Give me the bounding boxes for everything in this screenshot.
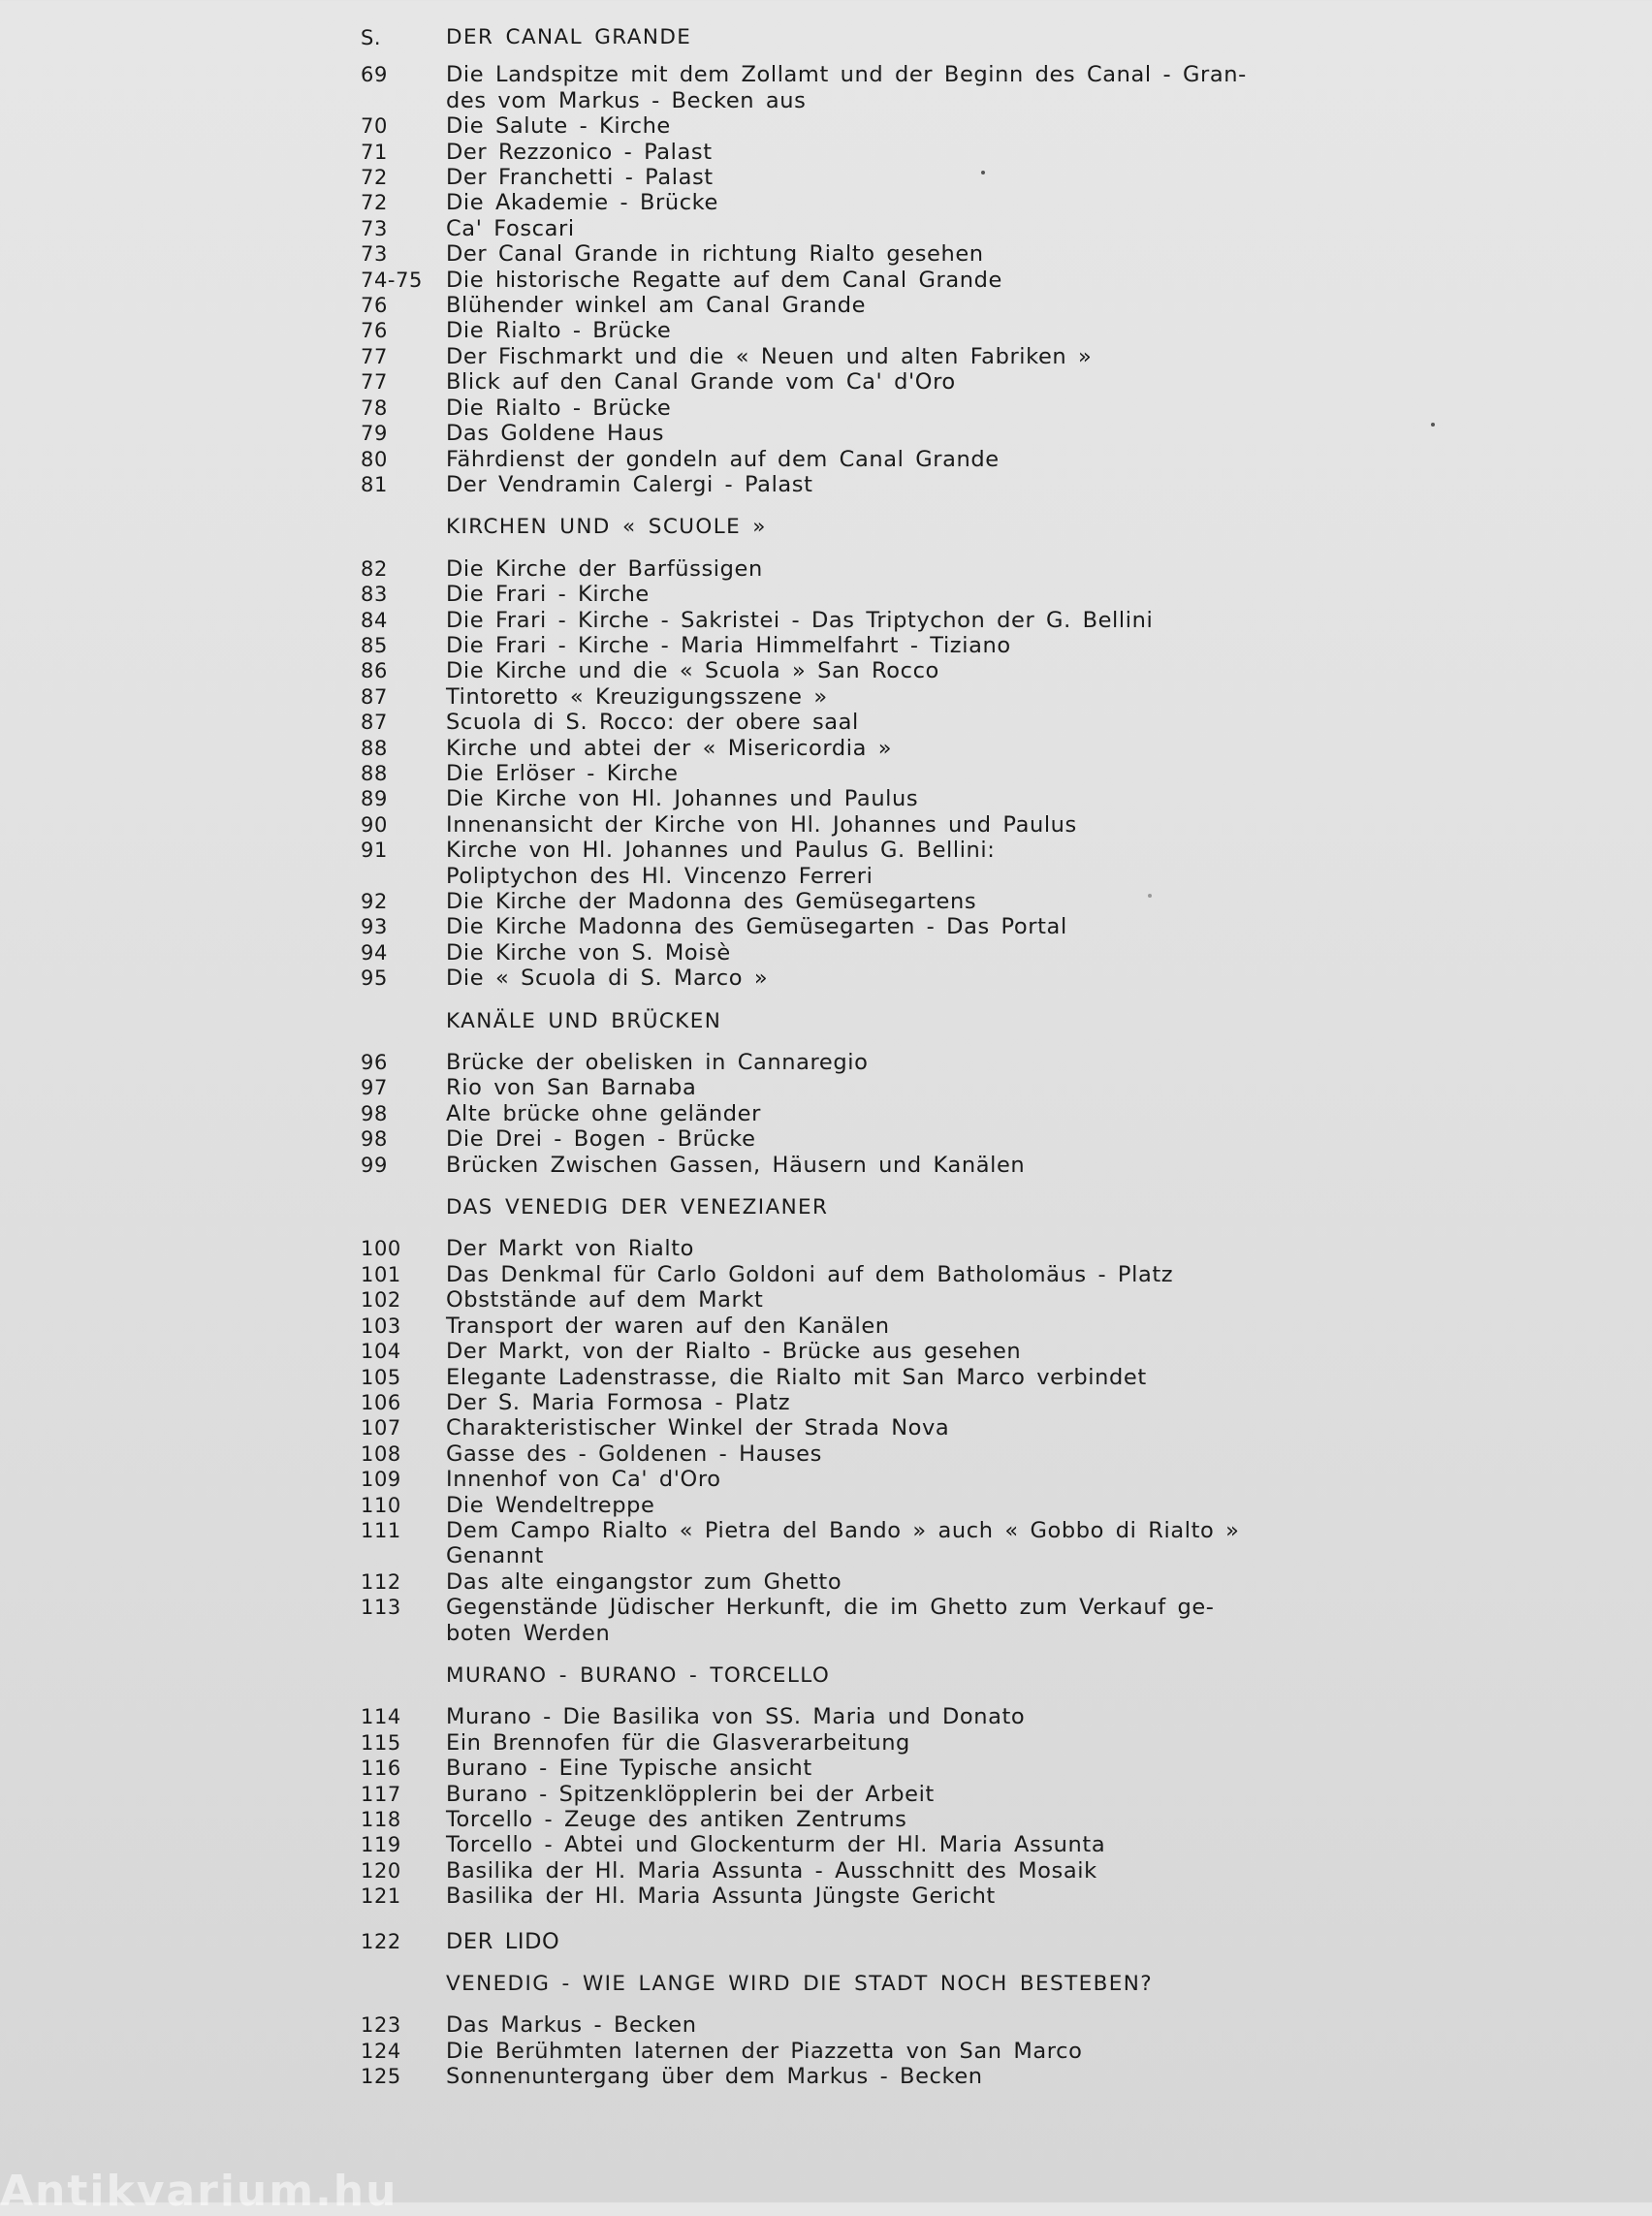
index-entry (361, 889, 1262, 914)
index-entry-text: Das Goldene Haus (446, 421, 665, 447)
index-entry-text: Alte brücke ohne geländer (446, 1100, 761, 1126)
index-entry-text: Brücken Zwischen Gassen, Häusern und Kanälen (446, 1152, 1026, 1178)
index-entry-text: Innenhof von Ca' d'Oro (446, 1467, 721, 1493)
index-entry-number: 101 (361, 1262, 401, 1286)
index-entry (361, 1262, 1262, 1287)
index-entry-number: 116 (361, 1757, 401, 1781)
index-entry (361, 1415, 1262, 1440)
index-entry-text: Das alte eingangstor zum Ghetto (446, 1568, 842, 1595)
index-entry-text: Die Kirche der Madonna des Gemüsegartens (446, 889, 977, 914)
index-entry-number: 123 (361, 2013, 401, 2038)
index-entry-text: Fährdienst der gondeln auf dem Canal Grande (446, 446, 1000, 472)
lido-entry-number: 122 (361, 1929, 401, 1953)
index-entry-text: Der Markt von Rialto (446, 1236, 695, 1262)
index-entry-number: 105 (361, 1365, 401, 1389)
index-entry-number: 76 (361, 294, 388, 318)
index-entry-number: 78 (361, 396, 388, 420)
index-entry (361, 344, 1262, 369)
index-entry-text: Die Frari - Kirche - Maria Himmelfahrt - Tiziano (446, 632, 1011, 658)
section-heading (361, 515, 1262, 540)
section-heading (361, 1663, 1262, 1689)
index-entry (361, 1314, 1262, 1339)
index-entry (361, 786, 1262, 811)
paper-speck (1148, 894, 1152, 898)
paper-speck (1431, 423, 1435, 427)
index-entry (361, 1782, 1262, 1807)
index-entry (361, 369, 1262, 395)
index-entry-number: 112 (361, 1569, 401, 1594)
index-entry-text: Das Denkmal für Carlo Goldoni auf dem Batholomäus - Platz (446, 1261, 1174, 1287)
index-entry (361, 1075, 1262, 1100)
index-entry-text: Brücke der obelisken in Cannaregio (446, 1050, 869, 1076)
index-entry-number: 69 (361, 63, 388, 87)
section-heading-text: DAS VENEDIG DER VENEZIANER (446, 1195, 829, 1220)
index-entry-text: Blick auf den Canal Grande vom Ca' d'Oro (446, 369, 956, 396)
index-entry (361, 1493, 1262, 1518)
section-heading-text: KIRCHEN UND « SCUOLE » (446, 515, 767, 540)
index-entry (361, 190, 1262, 215)
index-entry-text: Die Berühmten laternen der Piazzetta von San Marco (446, 2038, 1083, 2064)
index-entry-text: Die Kirche Madonna des Gemüsegarten - Das Portal (446, 914, 1067, 940)
index-entry-number: 73 (361, 216, 388, 240)
index-entry-text: Der Franchetti - Palast (446, 165, 714, 191)
index-entry-text: Obststände auf dem Markt (446, 1287, 764, 1314)
paper-speck (981, 171, 985, 174)
index-entry-number: 79 (361, 422, 388, 446)
index-entry-number: 110 (361, 1493, 401, 1517)
index-entry-text: Blühender winkel am Canal Grande (446, 293, 867, 319)
index-entry (361, 113, 1262, 139)
index-entry-text: Gegenstände Jüdischer Herkunft, die im Ghetto zum Verkauf ge- boten Werden (446, 1595, 1215, 1646)
index-entry (361, 318, 1262, 343)
index-entry-text: Elegante Ladenstrasse, die Rialto mit San Marco verbindet (446, 1364, 1147, 1390)
index-entry (361, 582, 1262, 607)
index-entry (361, 1236, 1262, 1261)
index-entry (361, 914, 1262, 939)
index-entry-number: 72 (361, 166, 388, 190)
index-entry-text: Die Kirche von S. Moisè (446, 939, 731, 966)
index-entry-number: 80 (361, 447, 388, 471)
index-entry-text: Die Wendeltreppe (446, 1492, 655, 1518)
index-entry (361, 2039, 1262, 2064)
index-entry-text: Gasse des - Goldenen - Hauses (446, 1440, 822, 1467)
index-entry (361, 556, 1262, 582)
index-entry (361, 241, 1262, 267)
lido-entry-text: DER LIDO (446, 1928, 560, 1954)
section-heading (361, 1972, 1262, 1997)
index-entry (361, 1807, 1262, 1832)
index-entry (361, 2012, 1262, 2038)
index-entry-number: 83 (361, 583, 388, 607)
index-entry-number: 98 (361, 1101, 388, 1125)
index-entry-number: 85 (361, 633, 388, 657)
index-entry-text: Dem Campo Rialto « Pietra del Bando » auch « Gobbo di Rialto » Genannt (446, 1517, 1240, 1569)
index-entry-number: 115 (361, 1730, 401, 1755)
index-entry-number: 92 (361, 890, 388, 913)
index-entry-number: 74-75 (361, 268, 424, 292)
index-entry (361, 1884, 1262, 1909)
index-entry (361, 684, 1262, 710)
index-entry-number: 77 (361, 344, 388, 368)
section-heading-text: MURANO - BURANO - TORCELLO (446, 1662, 831, 1688)
index-entry-number: 82 (361, 556, 388, 581)
index-entry (361, 1569, 1262, 1595)
index-entry (361, 140, 1262, 165)
index-entry (361, 1287, 1262, 1313)
index-entry-number: 86 (361, 659, 388, 683)
index-entry-number: 120 (361, 1858, 401, 1883)
index-entry (361, 1467, 1262, 1492)
index-entry-number: 77 (361, 370, 388, 395)
index-entry-text: Murano - Die Basilika von SS. Maria und Donato (446, 1704, 1026, 1730)
index-entry-number: 70 (361, 114, 388, 139)
index-entry (361, 1390, 1262, 1415)
index-entry-number: 98 (361, 1127, 388, 1152)
index-entry-number: 107 (361, 1416, 401, 1440)
index-entry-number: 113 (361, 1596, 401, 1620)
index-entry (361, 2064, 1262, 2089)
index-entry-number: 93 (361, 915, 388, 939)
index-entry-number: 87 (361, 711, 388, 735)
index-entry (361, 1441, 1262, 1467)
index-entry (361, 1153, 1262, 1178)
index-entry-text: Sonnenuntergang über dem Markus - Becken (446, 2064, 983, 2090)
index-entry (361, 1365, 1262, 1390)
index-entry-number: 89 (361, 787, 388, 811)
index-entry-number: 81 (361, 472, 388, 496)
index-entry-number: 108 (361, 1441, 401, 1466)
index-entry-text: Die Kirche der Barfüssigen (446, 555, 763, 582)
index-entry-number: 119 (361, 1833, 401, 1857)
index-entry-text: Die Drei - Bogen - Brücke (446, 1126, 756, 1153)
index-entry-text: Die historische Regatte auf dem Canal Grande (446, 267, 1002, 293)
index-entry (361, 396, 1262, 421)
section-heading (361, 1009, 1262, 1034)
index-entry-text: Die Akademie - Brücke (446, 190, 718, 216)
index-entry-number: 72 (361, 191, 388, 215)
index-entry-number: 106 (361, 1390, 401, 1414)
index-entry-text: Scuola di S. Rocco: der obere saal (446, 710, 859, 736)
index-entry-number: 91 (361, 839, 388, 863)
index-entry-text: Die Landspitze mit dem Zollamt und der Beginn des Canal - Gran- des vom Markus - Becken aus (446, 62, 1247, 113)
index-entry-text: Die Salute - Kirche (446, 113, 671, 140)
index-entry-number: 88 (361, 761, 388, 785)
index-entry (361, 812, 1262, 838)
index-entry-text: Die Frari - Kirche - Sakristei - Das Triptychon der G. Bellini (446, 607, 1154, 633)
index-entry (361, 1518, 1262, 1569)
index-entry (361, 1101, 1262, 1126)
index-entry-text: Die Erlöser - Kirche (446, 760, 679, 786)
section-heading-text: VENEDIG - WIE LANGE WIRD DIE STADT NOCH BESTEBEN? (446, 1972, 1154, 1997)
illustration-index (361, 25, 1262, 2090)
index-entry (361, 710, 1262, 735)
index-entry-text: Transport der waren auf den Kanälen (446, 1313, 890, 1339)
index-entry-number: 94 (361, 940, 388, 965)
index-entry-number: 84 (361, 608, 388, 632)
index-entry-number: 102 (361, 1288, 401, 1313)
index-entry-text: Torcello - Abtei und Glockenturm der Hl. Maria Assunta (446, 1832, 1106, 1858)
index-entry-text: Kirche und abtei der « Misericordia » (446, 735, 893, 761)
index-entry-number: 76 (361, 319, 388, 343)
index-entry (361, 1704, 1262, 1729)
index-entry-text: Die Rialto - Brücke (446, 395, 672, 421)
index-entry-number: 90 (361, 812, 388, 837)
index-entry-number: 103 (361, 1314, 401, 1338)
index-entry-text: Charakteristischer Winkel der Strada Nova (446, 1415, 950, 1441)
index-entry-text: Die Frari - Kirche (446, 582, 650, 608)
index-entry-number: 118 (361, 1808, 401, 1831)
section-heading-number: S. (361, 26, 382, 49)
index-entry-text: Der Vendramin Calergi - Palast (446, 471, 813, 497)
index-entry-number: 104 (361, 1340, 401, 1364)
index-entry-number: 88 (361, 736, 388, 760)
index-entry-number: 125 (361, 2065, 401, 2089)
index-entry (361, 293, 1262, 318)
lido-entry (361, 1929, 1262, 1954)
index-entry (361, 658, 1262, 683)
index-entry-number: 97 (361, 1076, 388, 1100)
index-entry-text: Rio von San Barnaba (446, 1075, 697, 1101)
index-entry-text: Basilika der Hl. Maria Assunta Jüngste Gericht (446, 1884, 996, 1910)
index-entry-number: 73 (361, 242, 388, 267)
index-entry-text: Der S. Maria Formosa - Platz (446, 1389, 791, 1415)
index-entry-number: 96 (361, 1051, 388, 1075)
index-entry (361, 1050, 1262, 1075)
index-entry-text: Kirche von Hl. Johannes und Paulus G. Bellini: Poliptychon des Hl. Vincenzo Ferreri (446, 838, 996, 889)
index-entry-text: Das Markus - Becken (446, 2012, 697, 2039)
section-heading (361, 1195, 1262, 1220)
index-entry (361, 1595, 1262, 1646)
index-entry (361, 940, 1262, 966)
index-entry-text: Der Canal Grande in richtung Rialto gesehen (446, 241, 984, 268)
section-heading-text: KANÄLE UND BRÜCKEN (446, 1008, 722, 1033)
index-entry-number: 99 (361, 1153, 388, 1177)
index-entry (361, 421, 1262, 446)
index-entry-text: Ca' Foscari (446, 215, 575, 241)
index-entry-text: Der Markt, von der Rialto - Brücke aus gesehen (446, 1339, 1022, 1365)
index-entry-text: Die « Scuola di S. Marco » (446, 966, 769, 992)
index-entry-text: Burano - Eine Typische ansicht (446, 1756, 812, 1782)
index-entry-text: Die Kirche von Hl. Johannes und Paulus (446, 786, 919, 812)
index-entry (361, 165, 1262, 190)
index-entry-text: Der Fischmarkt und die « Neuen und alten Fabriken » (446, 343, 1093, 369)
index-entry (361, 608, 1262, 633)
index-entry-number: 121 (361, 1884, 401, 1909)
section-heading-text: DER CANAL GRANDE (446, 25, 692, 49)
index-entry-text: Burano - Spitzenklöpplerin bei der Arbeit (446, 1781, 935, 1807)
index-entry (361, 447, 1262, 472)
index-entry (361, 966, 1262, 991)
index-entry-number: 111 (361, 1518, 401, 1542)
index-entry-text: Innenansicht der Kirche von Hl. Johannes und Paulus (446, 811, 1077, 838)
index-entry-number: 71 (361, 140, 388, 164)
index-entry (361, 1126, 1262, 1152)
watermark: Antikvarium.hu (0, 2167, 398, 2216)
index-entry (361, 1730, 1262, 1756)
index-entry-number: 124 (361, 2039, 401, 2063)
index-entry (361, 62, 1262, 113)
index-entry (361, 1339, 1262, 1364)
index-entry-number: 109 (361, 1468, 401, 1492)
index-entry (361, 1858, 1262, 1884)
index-entry (361, 838, 1262, 889)
index-entry-number: 95 (361, 966, 388, 991)
index-entry-text: Die Kirche und die « Scuola » San Rocco (446, 658, 939, 684)
index-entry-number: 87 (361, 684, 388, 709)
index-entry-text: Die Rialto - Brücke (446, 318, 672, 344)
index-entry (361, 633, 1262, 658)
index-entry-text: Torcello - Zeuge des antiken Zentrums (446, 1807, 907, 1832)
index-entry (361, 268, 1262, 293)
index-entry (361, 736, 1262, 761)
index-entry (361, 472, 1262, 497)
index-entry-text: Ein Brennofen für die Glasverarbeitung (446, 1729, 910, 1756)
index-entry-text: Basilika der Hl. Maria Assunta - Ausschnitt des Mosaik (446, 1857, 1097, 1884)
index-entry-number: 117 (361, 1782, 401, 1806)
section-heading (361, 25, 1262, 50)
index-entry (361, 1756, 1262, 1781)
index-entry-text: Tintoretto « Kreuzigungsszene » (446, 683, 828, 710)
index-entry (361, 216, 1262, 241)
index-entry (361, 1832, 1262, 1857)
index-entry-number: 100 (361, 1237, 401, 1261)
index-entry (361, 761, 1262, 786)
index-entry-text: Der Rezzonico - Palast (446, 139, 713, 165)
index-entry-number: 114 (361, 1705, 401, 1729)
